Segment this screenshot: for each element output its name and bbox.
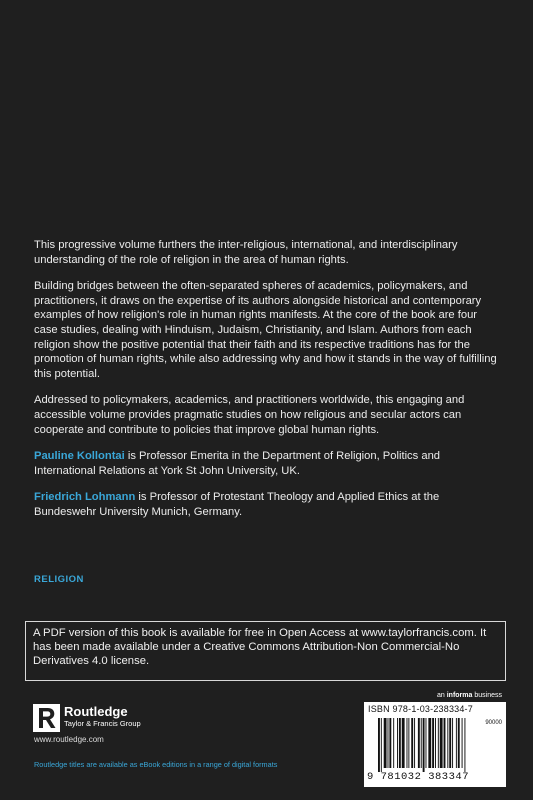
isbn-barcode-box — [364, 702, 506, 787]
informa-business-tag: an informa business — [437, 692, 502, 699]
publisher-website[interactable]: www.routledge.com — [34, 735, 104, 744]
author-name-2: Friedrich Lohmann — [34, 491, 136, 504]
blurb-paragraph-3: Addressed to policymakers, academics, and practitioners worldwide, this engaging and accessible volume provides pragmatic studies on how religious and secular actors can cooperate and contribute to policies that improve global human rights. — [34, 394, 465, 436]
subject-category: RELIGION — [34, 574, 84, 585]
author-bio-1 — [34, 449, 502, 478]
blurb-paragraph-2: Building bridges between the often-separated spheres of academics, policymakers, and practitioners, it draws on the expertise of its authors alongside historical and contemporary examples of how religion's role in human rights manifests. At the core of the book are four case studies, dealing with Hinduism, Judaism, Christianity, and Islam. Authors from each religion show the positive potential that their faith and its respective traditions has for the promotion of human rights, while also addressing why and how it stands in the way of fulfilling this potential. — [34, 280, 497, 380]
publisher-logo — [33, 704, 141, 732]
author-name-1: Pauline Kollontai — [34, 450, 125, 463]
publisher-name: Routledge — [64, 704, 128, 719]
author-bio-text-2: is Professor of Protestant Theology and Applied Ethics at the Bundeswehr University Munich, Germany. — [34, 491, 440, 518]
isbn-addon: 90000 — [485, 720, 502, 726]
isbn-label: ISBN 978-1-03-238334-7 — [368, 704, 473, 714]
author-bio-2 — [34, 490, 502, 519]
blurb-paragraph-1: This progressive volume furthers the inter-religious, international, and interdisciplinary understanding of the role of religion in the area of human rights. — [34, 239, 458, 266]
author-bio-text-1: is Professor Emerita in the Department of Religion, Politics and International Relations at York St John University, UK. — [34, 450, 441, 477]
ebook-note: Routledge titles are available as eBook editions in a range of digital formats — [34, 760, 278, 769]
barcode-digits: 9 781032 383347 — [367, 771, 470, 783]
publisher-group: Taylor & Francis Group — [64, 719, 141, 728]
routledge-logo-icon — [33, 704, 60, 732]
barcode-icon — [378, 718, 492, 772]
open-access-notice: A PDF version of this book is available for free in Open Access at www.taylorfrancis.com. It has been made available under a Creative Commons Attribution-Non Commercial-No Derivatives 4.0 license. — [25, 621, 506, 681]
informa-brand: informa — [446, 692, 473, 699]
back-cover-blurb — [34, 238, 502, 532]
